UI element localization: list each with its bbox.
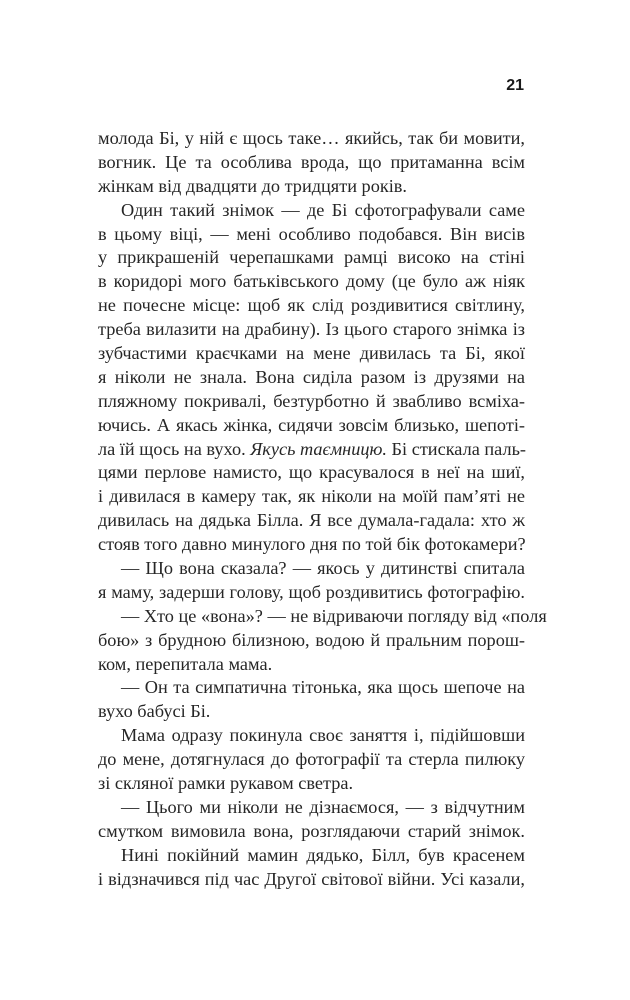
text-line: Один такий знімок — де Бі сфотографували саме — [121, 199, 525, 220]
text-line: в цьому віці, — мені особливо подобався. Він висів — [98, 223, 525, 244]
italic-text: Якусь таємницю. — [250, 438, 387, 459]
text-line: жінкам від двадцяти до тридцяти років. — [98, 175, 408, 196]
text-line: бою» з брудною білизною, водою й пральним порош- — [98, 629, 525, 650]
page-number: 21 — [506, 77, 524, 94]
text-line: цями перлове намисто, що красувалося в неї на шиї, — [98, 462, 525, 483]
text-line: я маму, задерши голову, щоб роздивитись фотографію. — [98, 581, 525, 602]
text-line: дивилась на дядька Білла. Я все думала-гадала: хто ж — [98, 510, 525, 531]
text-line: зубчастими краєчками на мене дивилась та Бі, якої — [98, 343, 525, 364]
text-segment: ла їй щось на вухо. — [98, 438, 251, 459]
text-line: і відзначився під час Другої світової війни. Усі казали, — [98, 868, 525, 889]
text-line: вогник. Це та особлива врода, що притаманна всім — [98, 151, 525, 172]
text-line: і дивилася в камеру так, як ніколи на моїй пам’яті не — [98, 486, 525, 507]
text-line: стояв того давно минулого дня по той бік фотокамери? — [98, 534, 526, 555]
text-line — [98, 438, 525, 462]
text-line: молода Бі, у ній є щось таке… якийсь, так би мовити, — [98, 128, 525, 148]
text-line: зі скляної рамки рукавом светра. — [98, 773, 354, 794]
text-line: ком, перепитала мама. — [98, 653, 273, 674]
text-segment: Бі стискала паль- — [386, 438, 526, 459]
text-line: пляжному покривалі, безтурботно й звабливо всміха- — [98, 390, 525, 411]
text-line: в коридорі мого батьківського дому (це було аж ніяк — [98, 271, 525, 292]
text-line: до мене, дотягнулася до фотографії та стерла пилюку — [98, 749, 525, 770]
text-line: — Цього ми ніколи не дізнаємося, — з відчутним — [121, 796, 525, 817]
text-line: — Що вона сказала? — якось у дитинстві спитала — [121, 558, 525, 579]
text-line: — Он та симпатична тітонька, яка щось шепоче на — [121, 677, 525, 698]
text-line: вухо бабусі Бі. — [98, 701, 211, 722]
text-line: я ніколи не знала. Вона сиділа разом із друзями на — [98, 366, 525, 387]
text-line: смутком вимовила вона, розглядаючи старий знімок. — [98, 820, 525, 841]
text-line: треба вилазити на драбину). Із цього старого знімка із — [98, 319, 525, 340]
text-line: ючись. А якась жінка, сидячи зовсім близько, шепоті- — [98, 414, 525, 435]
text-line: Нині покійний мамин дядько, Білл, був красенем — [121, 844, 525, 865]
body-text — [98, 127, 547, 892]
text-line: у прикрашеній черепашками рамці високо на стіні — [98, 247, 525, 268]
text-line: Мама одразу покинула своє заняття і, підійшовши — [121, 725, 525, 746]
text-line: — Хто це «вона»? — не відриваючи погляду від «поля — [121, 605, 547, 626]
text-line: не почесне місце: щоб як слід роздивитися світлину, — [98, 295, 525, 316]
